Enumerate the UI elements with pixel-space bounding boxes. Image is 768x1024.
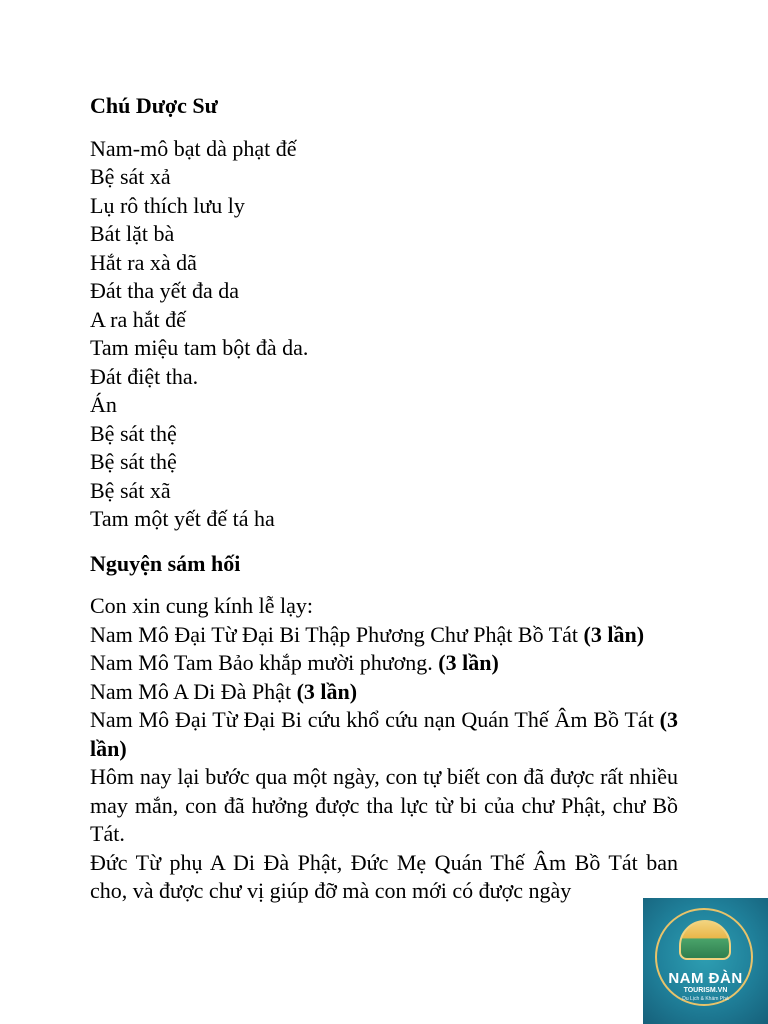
mantra-line: Bệ sát xã <box>90 477 171 503</box>
mantra-line: A ra hắt đế <box>90 306 186 332</box>
mantra-line: Tam một yết đế tá ha <box>90 506 275 531</box>
body-paragraph <box>90 678 678 707</box>
mantra-line: Bệ sát thệ <box>90 420 177 446</box>
mantra-line: Bệ sát thệ <box>90 449 177 474</box>
logo-subtitle: TOURISM.VN <box>683 987 728 994</box>
body-paragraph: Hôm nay lại bước qua một ngày, con tự biết con đã được rất nhiều may mắn, con đã hưởng được tha lực từ bi của chư Phật, chư Bồ Tát. <box>90 764 678 846</box>
body-paragraph <box>90 649 678 678</box>
heading-chu-duoc-su: Chú Dược Sư <box>90 93 218 118</box>
body-paragraph <box>90 706 678 763</box>
body-paragraph: Đức Từ phụ A Di Đà Phật, Đức Mẹ Quán Thế Âm Bồ Tát ban cho, và được chư vị giúp đỡ mà con mới có được ngày <box>90 849 678 903</box>
body-paragraph <box>90 621 678 650</box>
body-paragraph: Con xin cung kính lễ lạy: <box>90 593 314 618</box>
logo-title: NAM ĐÀN <box>668 970 743 987</box>
mantra-line: Nam-mô bạt dà phạt đế <box>90 135 297 161</box>
paragraph-text: Nam Mô Đại Từ Đại Bi Thập Phương Chư Phật Bồ Tát <box>90 621 584 647</box>
logo-tagline: Du Lịch & Khám Phá <box>682 996 729 1002</box>
mantra-block <box>90 135 678 534</box>
mantra-line: Lụ rô thích lưu ly <box>90 192 245 218</box>
mantra-line: Bệ sát xả <box>90 164 171 189</box>
mantra-line: Đát tha yết đa da <box>90 278 240 303</box>
repeat-count: (3 lần) <box>296 678 358 704</box>
mantra-line: Bát lặt bà <box>90 221 175 246</box>
document-page <box>90 92 678 906</box>
paragraph-text: Nam Mô Tam Bảo khắp mười phương. <box>90 650 439 675</box>
repentance-block <box>90 592 678 906</box>
heading-nguyen-sam-hoi: Nguyện sám hối <box>90 550 241 576</box>
mantra-line: Hắt ra xà dã <box>90 249 197 275</box>
repeat-count: (3 lần) <box>583 621 645 647</box>
repeat-count: (3 lần) <box>438 650 499 675</box>
paragraph-text: Nam Mô Đại Từ Đại Bi cứu khổ cứu nạn Quán Thế Âm Bồ Tát <box>90 707 660 732</box>
mantra-line: Án <box>90 392 117 417</box>
nam-dan-tourism-logo <box>643 898 768 1024</box>
mantra-line: Tam miệu tam bột đà da. <box>90 335 309 360</box>
repeat-count: (3 lần) <box>90 707 678 761</box>
mantra-line: Đát điệt tha. <box>90 363 199 389</box>
paragraph-text: Nam Mô A Di Đà Phật <box>90 678 297 704</box>
